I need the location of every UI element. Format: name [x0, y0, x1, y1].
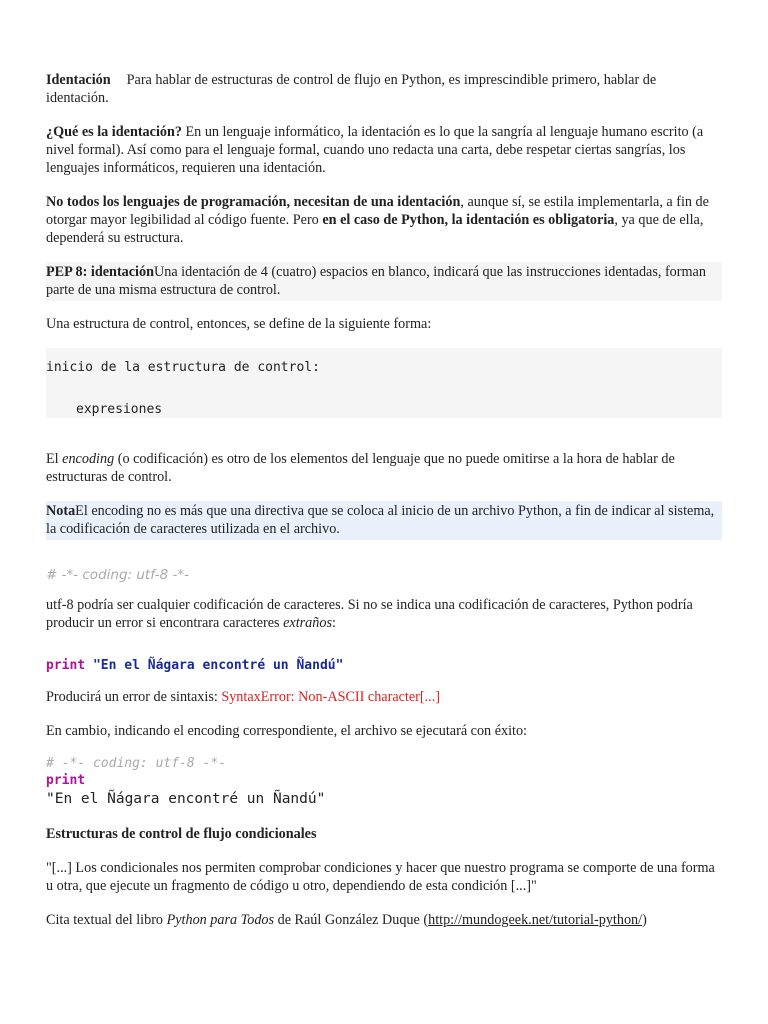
code-keyword-print: print	[46, 658, 86, 673]
paragraph-encoding: El encoding (o codificación) es otro de los elementos del lenguaje que no puede omitirse a la hora de hablar de estructuras de control.	[46, 451, 675, 485]
paragraph-utf8: utf-8 podría ser cualquier codificación de caracteres. Si no se indica una codificación de caracteres, Python podría producir un error si encontrara caracteres extraños:	[46, 597, 693, 631]
paragraph-en-cambio: En cambio, indicando el encoding correspondiente, el archivo se ejecutará con éxito:	[46, 723, 528, 739]
heading-condicionales: Estructuras de control de flujo condicionales	[46, 826, 317, 842]
paragraph-que-es-identacion: ¿Qué es la identación? En un lenguaje informático, la identación es lo que la sangría al lenguaje humano escrito (a nivel formal). Así como para el lenguaje formal, cuando uno redacta una carta, debe respetar ciertas sangrías, los lenguajes informáticos, requieren una identación.	[46, 124, 704, 176]
code-block-structure	[46, 348, 722, 418]
paragraph-identacion: Identación Para hablar de estructuras de control de flujo en Python, es imprescindible primero, hablar de identación.	[46, 72, 657, 106]
code-line-expresiones: expresiones	[76, 402, 163, 417]
question-heading: ¿Qué es la identación?	[46, 124, 182, 140]
book-title: Python para Todos	[166, 912, 275, 928]
note-callout: NotaEl encoding no es más que una directiva que se coloca al inicio de un archivo Python, a fin de indicar al sistema, la codificación de caracteres utilizada en el archivo.	[46, 501, 722, 540]
paragraph-estructura: Una estructura de control, entonces, se define de la siguiente forma:	[46, 316, 432, 332]
pep8-label: PEP 8: identación	[46, 264, 154, 280]
code-comment-line: # -*- coding: utf-8 -*-	[46, 756, 227, 771]
term-identacion: Identación	[46, 72, 111, 88]
code-line-structure: inicio de la estructura de control:	[46, 360, 320, 375]
coding-comment: # -*- coding: utf-8 -*-	[46, 567, 189, 583]
paragraph-lenguajes: No todos los lenguajes de programación, necesitan de una identación, aunque sí, se estila implementarla, a fin de otorgar mayor legibilidad al código fuente. Pero en el caso de Python, la identación es obligatoria, ya que de ella, dependerá su estructura.	[46, 194, 709, 246]
code-string: "En el Ñágara encontré un Ñandú"	[92, 658, 344, 673]
code-print-line	[46, 657, 722, 675]
paragraph-quote: "[...] Los condicionales nos permiten comprobar condiciones y hacer que nuestro programa se comporte de una forma u otra, que ejecute un fragmento de código u otro, dependiendo de esta condición [...]"	[46, 860, 715, 894]
code-string-2: "En el Ñágara encontré un Ñandú"	[46, 791, 326, 807]
syntax-error-text: SyntaxError: Non-ASCII character[...]	[221, 689, 440, 705]
note-label: Nota	[46, 503, 76, 519]
mundogeek-link[interactable]: http://mundogeek.net/tutorial-python/	[428, 912, 643, 928]
pep8-callout: PEP 8: identaciónUna identación de 4 (cuatro) espacios en blanco, indicará que las instrucciones identadas, forman parte de una misma estructura de control.	[46, 262, 722, 301]
code-block-encoded	[46, 755, 722, 809]
code-keyword-print-2: print	[46, 773, 86, 788]
paragraph-error: Producirá un error de sintaxis: SyntaxError: Non-ASCII character[...]	[46, 689, 440, 705]
paragraph-citation: Cita textual del libro Python para Todos de Raúl González Duque (http://mundogeek.net/tutorial-python/)	[46, 912, 647, 928]
